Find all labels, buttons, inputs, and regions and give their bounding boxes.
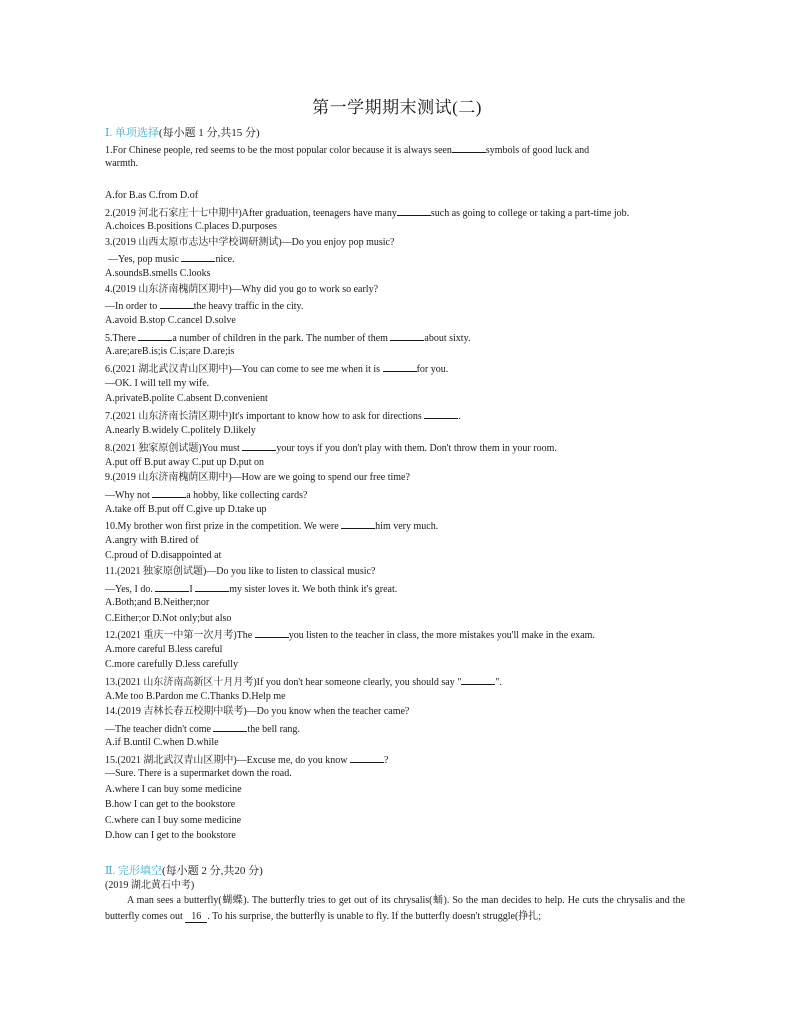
answer-blank [242,441,276,451]
question-13-options: A.Me too B.Pardon me C.Thanks D.Help me [105,691,286,702]
answer-blank [155,582,189,592]
question-14-answer [105,722,300,736]
question-text: —In order to [105,301,158,312]
question-10 [105,519,438,533]
question-12 [105,628,595,642]
question-6-options: A.privateB.polite C.absent D.convenient [105,393,268,404]
answer-blank [138,331,172,341]
question-text: about sixty. [424,333,471,344]
question-8 [105,441,557,455]
question-text: the heavy traffic in the city. [193,301,304,312]
question-text: ? [383,755,389,766]
answer-blank [452,143,486,153]
section-score: (每小题 1 分,共15 分) [158,127,260,139]
question-1-options: A.for B.as C.from D.of [105,190,199,201]
passage-source: (2019 湖北黄石中考) [105,880,195,891]
question-4-options: A.avoid B.stop C.cancel D.solve [105,315,236,326]
question-15-option-c: C.where can I buy some medicine [105,815,242,826]
page-title: 第一学期期末测试(二) [312,98,482,117]
question-4: 4.(2019 山东济南槐荫区期中)—Why did you go to work so early? [105,284,379,295]
question-8-options: A.put off B.put away C.put up D.put on [105,457,264,468]
question-text: my sister loves it. We both think it's great. [229,584,398,595]
question-text: 5.There [105,333,136,344]
question-text: the bell rang. [247,724,300,735]
question-text: for you. [416,364,449,375]
question-14-options: A.if B.until C.when D.while [105,737,219,748]
question-9-options: A.take off B.put off C.give up D.take up [105,504,267,515]
passage-paragraph [105,893,685,925]
question-6-answer: —OK. I will tell my wife. [105,378,210,389]
question-text: your toys if you don't play with them. Don't throw them in your room. [276,443,557,454]
answer-blank [390,331,424,341]
answer-blank [424,409,458,419]
question-11: 11.(2021 独家原创试题)—Do you like to listen to classical music? [105,566,376,577]
question-15 [105,753,388,767]
question-text: 7.(2021 山东济南长清区期中)It's important to know how to ask for directions [105,411,422,422]
question-text: 6.(2021 湖北武汉青山区期中)—You can come to see me when it is [105,364,381,375]
answer-blank [152,488,186,498]
answer-blank-16: 16 [185,911,207,923]
question-text: 8.(2021 独家原创试题)You must [105,443,240,454]
question-14: 14.(2019 吉林长春五校期中联考)—Do you know when the teacher came? [105,706,410,717]
question-text: such as going to college or taking a part-time job. [430,208,630,219]
question-text: —Yes, pop music [108,254,179,265]
question-15-answer: —Sure. There is a supermarket down the road. [105,768,292,779]
answer-blank [461,675,495,685]
question-11-answer [105,582,397,596]
section-heading-2 [105,862,263,878]
answer-blank [255,628,289,638]
question-7 [105,409,461,423]
question-2-options: A.choices B.positions C.places D.purposes [105,221,277,232]
question-3-options: A.soundsB.smells C.looks [105,268,211,279]
question-text: 15.(2021 湖北武汉青山区期中)—Excuse me, do you know [105,755,348,766]
question-9-answer [105,488,307,502]
answer-blank [213,722,247,732]
question-10-options-1: A.angry with B.tired of [105,535,199,546]
answer-blank [341,519,375,529]
question-15-option-d: D.how can I get to the bookstore [105,830,236,841]
question-1 [105,143,589,157]
question-text: 10.My brother won first prize in the competition. We were [105,521,339,532]
section-number: Ⅰ. [105,127,113,139]
question-12-options-2: C.more carefully D.less carefully [105,659,239,670]
question-text: 13.(2021 山东济南高新区十月月考)If you don't hear someone clearly, you should say " [105,677,462,688]
question-text: a hobby, like collecting cards? [186,490,308,501]
question-10-options-2: C.proud of D.disappointed at [105,550,222,561]
question-text: 2.(2019 河北石家庄十七中期中)After graduation, teenagers have many [105,208,397,219]
question-text: you listen to the teacher in class, the more mistakes you'll make in the exam. [288,630,595,641]
question-11-options-2: C.Either;or D.Not only;but also [105,613,232,624]
passage-text: . To his surprise, the butterfly is unable to fly. If the butterfly doesn't struggle(挣扎; [207,911,542,922]
question-1-cont: warmth. [105,158,139,169]
question-12-options-1: A.more careful B.less careful [105,644,223,655]
question-text: nice. [215,254,235,265]
question-text: him very much. [375,521,439,532]
question-text: I [189,584,193,595]
question-7-options: A.nearly B.widely C.politely D.likely [105,425,256,436]
question-13 [105,675,502,689]
section-heading-1 [105,124,260,140]
answer-blank [195,582,229,592]
question-15-option-a: A.where I can buy some medicine [105,784,242,795]
section-number: Ⅱ. [105,865,116,877]
question-text: 1.For Chinese people, red seems to be the most popular color because it is always seen [105,145,452,156]
question-4-answer [105,299,303,313]
question-text: —Yes, I do. [105,584,153,595]
question-text: —The teacher didn't come [105,724,211,735]
question-text: 12.(2021 重庆一中第一次月考)The [105,630,253,641]
passage-text: A man sees a butterfly(蝴蝶). The butterfly tries to get out of its chrysalis(蛹). So the man decides to help. He cuts the chrysalis and the butterfly comes out [105,895,685,922]
question-text: symbols of good luck and [485,145,590,156]
question-2 [105,206,629,220]
question-9: 9.(2019 山东济南槐荫区期中)—How are we going to spend our free time? [105,472,410,483]
question-text: ". [495,677,502,688]
question-3: 3.(2019 山西太原市志达中学校调研测试)—Do you enjoy pop music? [105,237,395,248]
answer-blank [160,299,194,309]
question-6 [105,362,448,376]
question-11-options-1: A.Both;and B.Neither;nor [105,597,210,608]
answer-blank [181,252,215,262]
section-name: 完形填空 [117,865,162,877]
question-text: —Why not [105,490,150,501]
question-3-answer [108,252,235,266]
section-score: (每小题 2 分,共20 分) [161,865,263,877]
question-5 [105,331,470,345]
question-text: a number of children in the park. The number of them [172,333,388,344]
section-name: 单项选择 [114,127,159,139]
answer-blank [383,362,417,372]
question-text: . [458,411,461,422]
question-5-options: A.are;areB.is;is C.is;are D.are;is [105,346,235,357]
answer-blank [350,753,384,763]
question-15-option-b: B.how I can get to the bookstore [105,799,236,810]
answer-blank [397,206,431,216]
